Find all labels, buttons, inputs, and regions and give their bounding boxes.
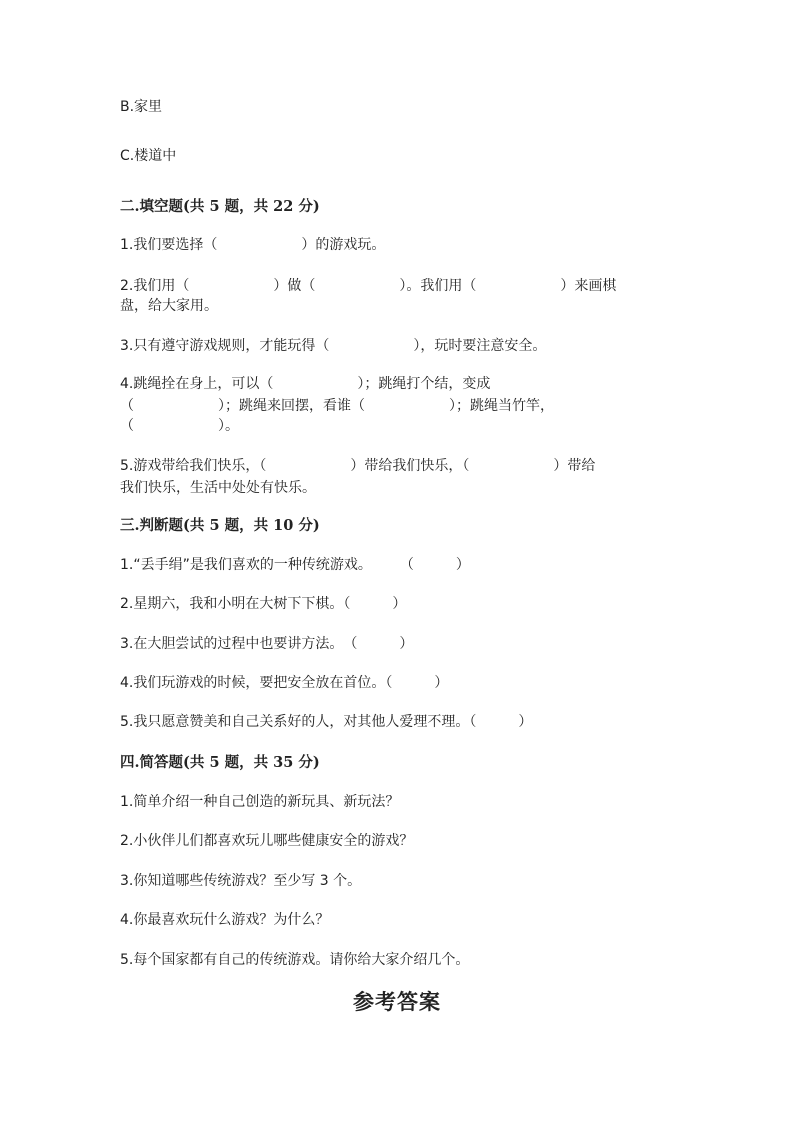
choice-option-c: C.楼道中 — [120, 148, 177, 164]
true-false-q3: 3.在大胆尝试的过程中也要讲方法。 （ ） — [120, 636, 414, 652]
answer-key-title: 参考答案 — [353, 989, 441, 1014]
true-false-q4: 4.我们玩游戏的时候，要把安全放在首位。（ ） — [120, 675, 449, 691]
fill-blank-q5-line2: 我们快乐，生活中处处有快乐。 — [120, 480, 316, 496]
true-false-q5: 5.我只愿意赞美和自己关系好的人，对其他人爱理不理。（ ） — [120, 714, 533, 730]
fill-blank-q4-line2: （ ）；跳绳来回摆，看谁（ ）；跳绳当竹竿， — [120, 398, 554, 414]
true-false-heading: 三.判断题(共 5 题，共 10 分) — [120, 517, 320, 534]
short-answer-heading: 四.简答题(共 5 题，共 35 分) — [120, 754, 320, 771]
fill-blank-q4-line1: 4.跳绳拴在身上，可以（ ）；跳绳打个结，变成 — [120, 376, 491, 392]
short-answer-q3: 3.你知道哪些传统游戏？至少写 3 个。 — [120, 873, 362, 889]
fill-blank-q4-line3: （ ）。 — [120, 418, 239, 434]
fill-blank-heading: 二.填空题(共 5 题，共 22 分) — [120, 198, 320, 215]
fill-blank-q1: 1.我们要选择（ ）的游戏玩。 — [120, 237, 386, 253]
true-false-q2: 2.星期六，我和小明在大树下下棋。（ ） — [120, 596, 407, 612]
fill-blank-q2-line1: 2.我们用（ ）做（ ）。我们用（ ）来画棋 — [120, 278, 617, 294]
short-answer-q4: 4.你最喜欢玩什么游戏？为什么？ — [120, 912, 330, 928]
fill-blank-q3: 3.只有遵守游戏规则，才能玩得（ ），玩时要注意安全。 — [120, 338, 547, 354]
choice-option-b: B.家里 — [120, 99, 163, 115]
fill-blank-q2-line2: 盘，给大家用。 — [120, 298, 218, 314]
true-false-q1: 1.“丢手绢”是我们喜欢的一种传统游戏。 （ ） — [120, 557, 470, 573]
fill-blank-q5-line1: 5.游戏带给我们快乐，（ ）带给我们快乐，（ ）带给 — [120, 458, 596, 474]
short-answer-q1: 1.简单介绍一种自己创造的新玩具、新玩法？ — [120, 794, 400, 810]
short-answer-q5: 5.每个国家都有自己的传统游戏。请你给大家介绍几个。 — [120, 952, 470, 968]
short-answer-q2: 2.小伙伴儿们都喜欢玩儿哪些健康安全的游戏？ — [120, 833, 414, 849]
